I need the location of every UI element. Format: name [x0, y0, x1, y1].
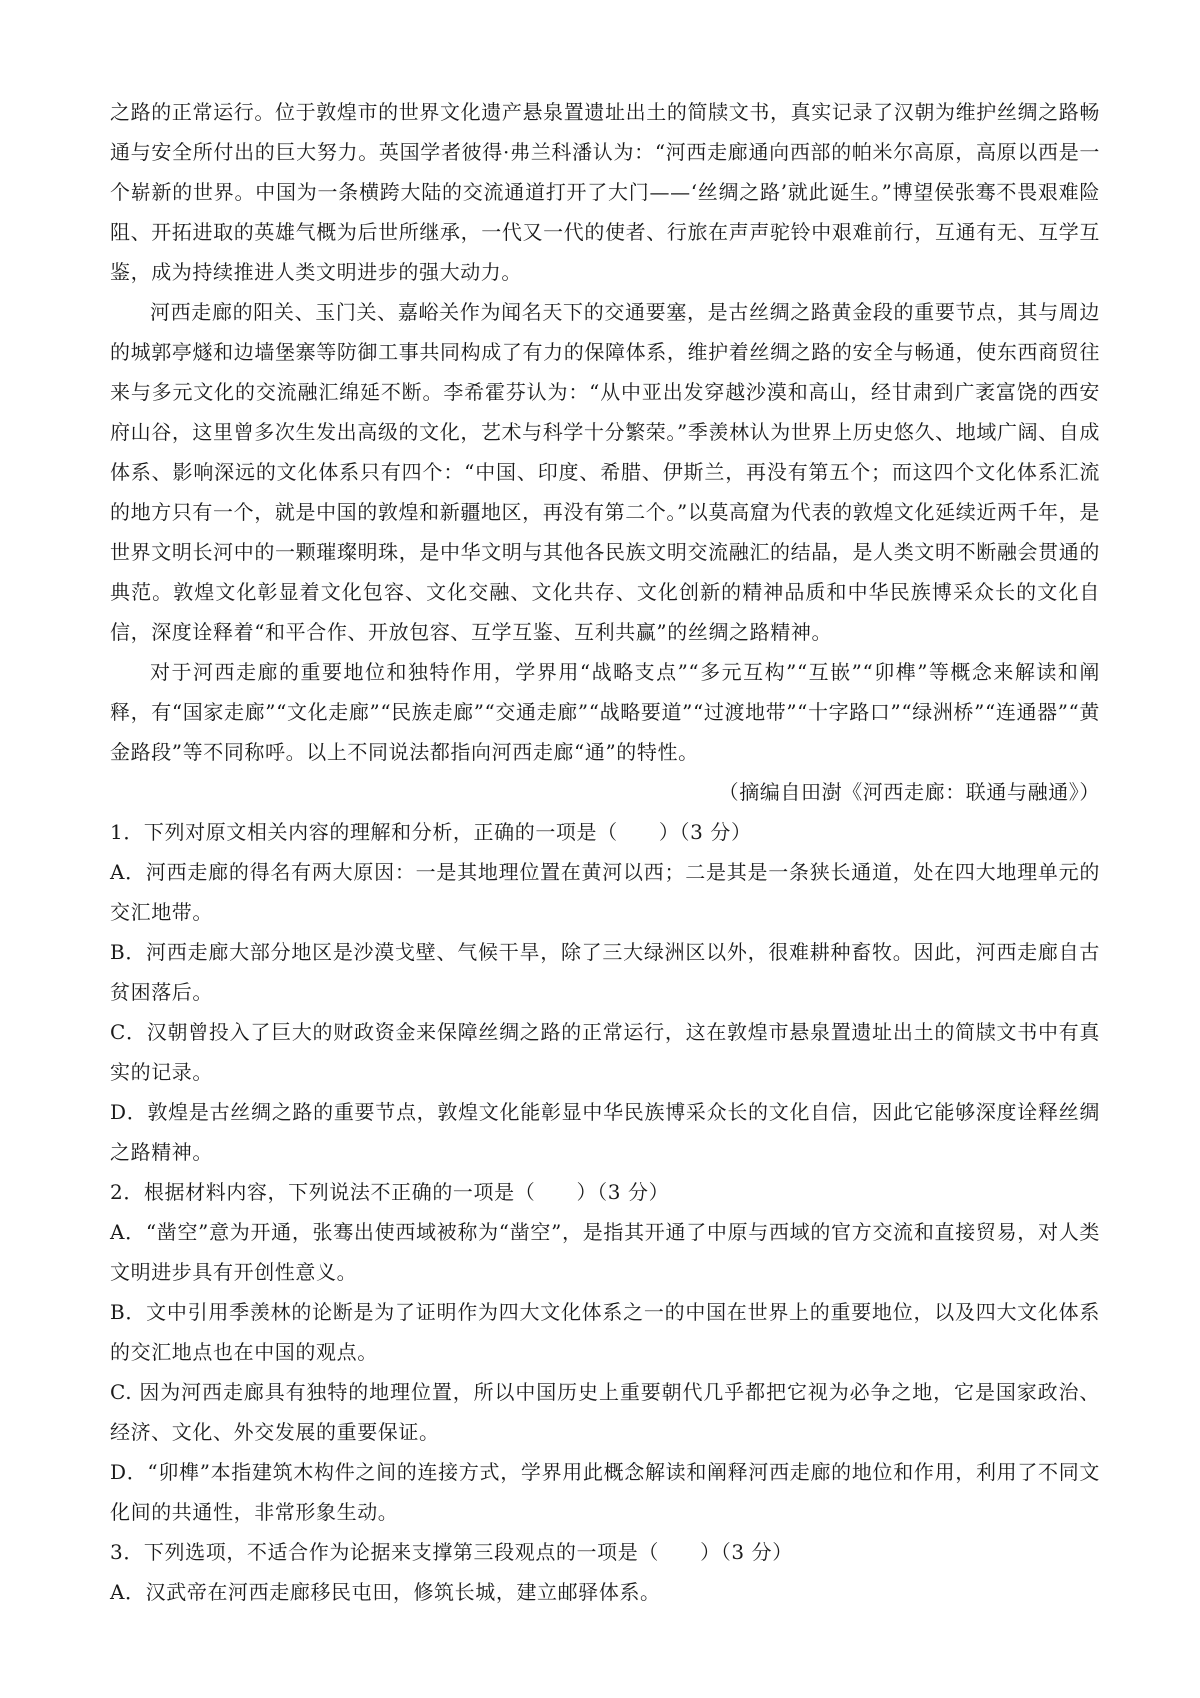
passage-paragraph-2: 河西走廊的阳关、玉门关、嘉峪关作为闻名天下的交通要塞，是古丝绸之路黄金段的重要节点，其与周边的城郭亭燧和边墙堡寨等防御工事共同构成了有力的保障体系，维护着丝绸之路的安全与畅通，使东西商贸往来与多元文化的交流融汇绵延不断。李希霍芬认为：“从中亚出发穿越沙漠和高山，经甘肃到广袤富饶的西安府山谷，这里曾多次生发出高级的文化，艺术与科学十分繁荣。”季羡林认为世界上历史悠久、地域广阔、自成体系、影响深远的文化体系只有四个：“中国、印度、希腊、伊斯兰，再没有第五个；而这四个文化体系汇流的地方只有一个，就是中国的敦煌和新疆地区，再没有第二个。”以莫高窟为代表的敦煌文化延续近两千年，是世界文明长河中的一颗璀璨明珠，是中华文明与其他各民族文明交流融汇的结晶，是人类文明不断融会贯通的典范。敦煌文化彰显着文化包容、文化交融、文化共存、文化创新的精神品质和中华民族博采众长的文化自信，深度诠释着“和平合作、开放包容、互学互鉴、互利共赢”的丝绸之路精神。: [110, 300, 1100, 644]
question-2: [110, 1172, 1100, 1532]
question-2-option-a: A．“凿空”意为开通，张骞出使西域被称为“凿空”，是指其开通了中原与西域的官方交流和直接贸易，对人类文明进步具有开创性意义。: [110, 1220, 1100, 1284]
question-2-stem: 2．根据材料内容，下列说法不正确的一项是（ ）（3 分）: [110, 1180, 670, 1204]
question-3-option-a: A．汉武帝在河西走廊移民屯田，修筑长城，建立邮驿体系。: [110, 1580, 661, 1604]
question-2-option-b: B．文中引用季羡林的论断是为了证明作为四大文化体系之一的中国在世界上的重要地位，以及四大文化体系的交汇地点也在中国的观点。: [110, 1300, 1100, 1364]
passage-paragraph-1: 之路的正常运行。位于敦煌市的世界文化遗产悬泉置遗址出土的简牍文书，真实记录了汉朝为维护丝绸之路畅通与安全所付出的巨大努力。英国学者彼得·弗兰科潘认为：“河西走廊通向西部的帕米尔高原，高原以西是一个崭新的世界。中国为一条横跨大陆的交流通道打开了大门——‘丝绸之路’就此诞生。”博望侯张骞不畏艰难险阻、开拓进取的英雄气概为后世所继承，一代又一代的使者、行旅在声声驼铃中艰难前行，互通有无、互学互鉴，成为持续推进人类文明进步的强大动力。: [110, 100, 1100, 284]
question-1-option-c: C．汉朝曾投入了巨大的财政资金来保障丝绸之路的正常运行，这在敦煌市悬泉置遗址出土的简牍文书中有真实的记录。: [110, 1020, 1100, 1084]
question-1-option-a: A．河西走廊的得名有两大原因：一是其地理位置在黄河以西；二是其是一条狭长通道，处在四大地理单元的交汇地带。: [110, 860, 1100, 924]
passage-paragraph-3: 对于河西走廊的重要地位和独特作用，学界用“战略支点”“多元互构”“互嵌”“卯榫”等概念来解读和阐释，有“国家走廊”“文化走廊”“民族走廊”“交通走廊”“战略要道”“过渡地带”“十字路口”“绿洲桥”“连通器”“黄金路段”等不同称呼。以上不同说法都指向河西走廊“通”的特性。: [110, 660, 1100, 764]
exam-page: [110, 92, 1100, 1612]
question-2-option-c: C. 因为河西走廊具有独特的地理位置，所以中国历史上重要朝代几乎都把它视为必争之地，它是国家政治、经济、文化、外交发展的重要保证。: [110, 1380, 1100, 1444]
question-1-option-b: B．河西走廊大部分地区是沙漠戈壁、气候干旱，除了三大绿洲区以外，很难耕种畜牧。因此，河西走廊自古贫困落后。: [110, 940, 1100, 1004]
question-3: [110, 1532, 1100, 1612]
question-3-stem: 3．下列选项，不适合作为论据来支撑第三段观点的一项是（ ）（3 分）: [110, 1540, 793, 1564]
question-1-stem: 1．下列对原文相关内容的理解和分析，正确的一项是（ ）（3 分）: [110, 820, 752, 844]
question-2-option-d: D．“卯榫”本指建筑木构件之间的连接方式，学界用此概念解读和阐释河西走廊的地位和作用，利用了不同文化间的共通性，非常形象生动。: [110, 1460, 1100, 1524]
question-1: [110, 812, 1100, 1172]
passage-source: （摘编自田澍《河西走廊：联通与融通》）: [718, 780, 1100, 804]
question-1-option-d: D．敦煌是古丝绸之路的重要节点，敦煌文化能彰显中华民族博采众长的文化自信，因此它能够深度诠释丝绸之路精神。: [110, 1100, 1100, 1164]
